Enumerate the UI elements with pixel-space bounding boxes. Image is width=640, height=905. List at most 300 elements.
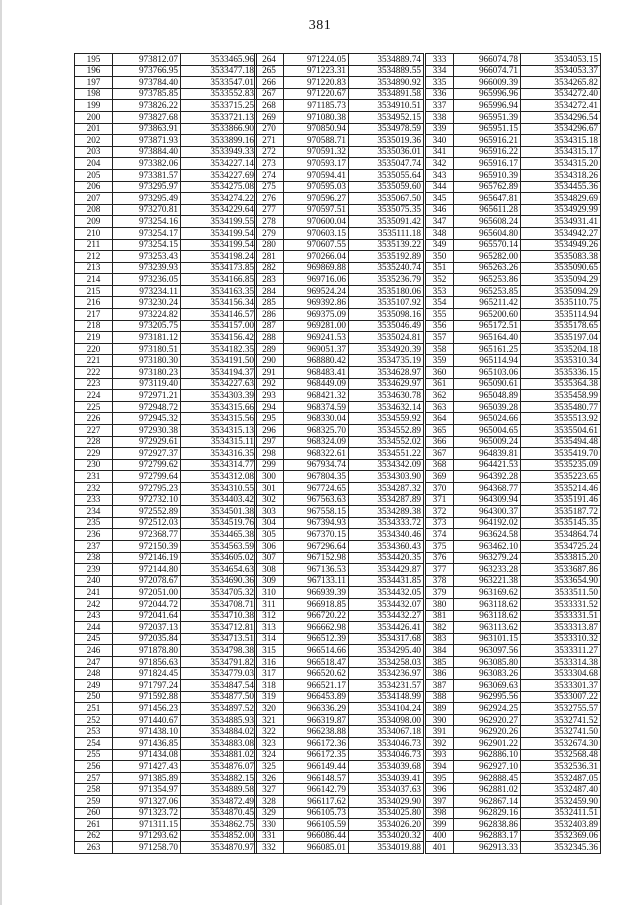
table-row <box>75 227 257 239</box>
x-coordinate-cell: 973871.93 <box>113 135 181 147</box>
table-row <box>255 703 424 715</box>
x-coordinate-cell: 973181.12 <box>113 332 181 344</box>
point-number-cell: 396 <box>426 784 454 796</box>
point-number-cell: 384 <box>426 645 454 657</box>
y-coordinate-cell: 3534872.49 <box>181 796 257 808</box>
x-coordinate-cell: 965009.24 <box>454 436 521 448</box>
table-row <box>75 343 257 355</box>
table-row <box>255 378 424 390</box>
x-coordinate-cell: 966520.62 <box>284 668 349 680</box>
x-coordinate-cell: 973253.43 <box>113 251 181 263</box>
y-coordinate-cell: 3535240.74 <box>349 262 424 274</box>
y-coordinate-cell: 3534146.57 <box>181 309 257 321</box>
point-number-cell: 233 <box>75 494 113 506</box>
y-coordinate-cell: 3534889.74 <box>349 54 424 66</box>
y-coordinate-cell: 3534310.55 <box>181 482 257 494</box>
x-coordinate-cell: 973863.91 <box>113 123 181 135</box>
y-coordinate-cell: 3535458.99 <box>521 390 601 402</box>
point-number-cell: 235 <box>75 517 113 529</box>
x-coordinate-cell: 962886.10 <box>454 749 521 761</box>
point-number-cell: 389 <box>426 703 454 715</box>
x-coordinate-cell: 968325.70 <box>284 425 349 437</box>
y-coordinate-cell: 3534025.80 <box>349 807 424 819</box>
table-row <box>75 738 257 750</box>
point-number-cell: 249 <box>75 680 113 692</box>
y-coordinate-cell: 3534274.22 <box>181 193 257 205</box>
table-row <box>426 448 601 460</box>
table-row <box>255 216 424 228</box>
x-coordinate-cell: 965200.60 <box>454 309 521 321</box>
y-coordinate-cell: 3534929.99 <box>521 204 601 216</box>
table-row <box>426 668 601 680</box>
point-number-cell: 306 <box>255 540 284 552</box>
point-number-cell: 325 <box>255 761 284 773</box>
x-coordinate-cell: 963221.38 <box>454 575 521 587</box>
y-coordinate-cell: 3534157.00 <box>181 320 257 332</box>
x-coordinate-cell: 966521.17 <box>284 680 349 692</box>
table-row <box>255 645 424 657</box>
point-number-cell: 393 <box>426 749 454 761</box>
point-number-cell: 197 <box>75 77 113 89</box>
x-coordinate-cell: 972732.10 <box>113 494 181 506</box>
y-coordinate-cell: 3534312.08 <box>181 471 257 483</box>
x-coordinate-cell: 971438.10 <box>113 726 181 738</box>
y-coordinate-cell: 3532403.89 <box>521 819 601 831</box>
table-row <box>426 111 601 123</box>
y-coordinate-cell: 3535019.36 <box>349 135 424 147</box>
x-coordinate-cell: 970595.03 <box>284 181 349 193</box>
table-row <box>426 691 601 703</box>
x-coordinate-cell: 972795.23 <box>113 482 181 494</box>
x-coordinate-cell: 965996.96 <box>454 88 521 100</box>
point-number-cell: 205 <box>75 169 113 181</box>
point-number-cell: 225 <box>75 401 113 413</box>
x-coordinate-cell: 972146.19 <box>113 552 181 564</box>
x-coordinate-cell: 972930.38 <box>113 425 181 437</box>
x-coordinate-cell: 971592.88 <box>113 691 181 703</box>
y-coordinate-cell: 3534884.02 <box>181 726 257 738</box>
point-number-cell: 288 <box>255 332 284 344</box>
table-row <box>75 575 257 587</box>
y-coordinate-cell: 3534881.02 <box>181 749 257 761</box>
table-row <box>75 703 257 715</box>
table-row <box>426 459 601 471</box>
table-row <box>426 193 601 205</box>
table-row <box>426 123 601 135</box>
point-number-cell: 321 <box>255 714 284 726</box>
point-number-cell: 263 <box>75 842 113 854</box>
x-coordinate-cell: 973224.82 <box>113 309 181 321</box>
y-coordinate-cell: 3534039.68 <box>349 761 424 773</box>
x-coordinate-cell: 964421.53 <box>454 459 521 471</box>
x-coordinate-cell: 973119.40 <box>113 378 181 390</box>
x-coordinate-cell: 962829.16 <box>454 807 521 819</box>
table-row <box>255 691 424 703</box>
point-number-cell: 267 <box>255 88 284 100</box>
point-number-cell: 320 <box>255 703 284 715</box>
y-coordinate-cell: 3534227.69 <box>181 169 257 181</box>
y-coordinate-cell: 3534563.59 <box>181 540 257 552</box>
table-row <box>75 285 257 297</box>
y-coordinate-cell: 3534552.89 <box>349 425 424 437</box>
y-coordinate-cell: 3533815.20 <box>521 552 601 564</box>
table-row <box>75 297 257 309</box>
point-number-cell: 301 <box>255 482 284 494</box>
table-row <box>426 749 601 761</box>
table-row <box>426 146 601 158</box>
y-coordinate-cell: 3534037.63 <box>349 784 424 796</box>
table-row <box>75 830 257 842</box>
point-number-cell: 310 <box>255 587 284 599</box>
x-coordinate-cell: 966172.36 <box>284 738 349 750</box>
point-number-cell: 309 <box>255 575 284 587</box>
y-coordinate-cell: 3535310.34 <box>521 355 601 367</box>
y-coordinate-cell: 3534046.73 <box>349 738 424 750</box>
point-number-cell: 370 <box>426 482 454 494</box>
table-row <box>426 77 601 89</box>
point-number-cell: 334 <box>426 65 454 77</box>
x-coordinate-cell: 962881.02 <box>454 784 521 796</box>
table-row <box>75 482 257 494</box>
y-coordinate-cell: 3534316.35 <box>181 448 257 460</box>
x-coordinate-cell: 965164.40 <box>454 332 521 344</box>
point-number-cell: 371 <box>426 494 454 506</box>
table-row <box>255 459 424 471</box>
table-row <box>426 587 601 599</box>
point-number-cell: 377 <box>426 564 454 576</box>
table-row <box>255 65 424 77</box>
y-coordinate-cell: 3534019.88 <box>349 842 424 854</box>
y-coordinate-cell: 3534882.15 <box>181 772 257 784</box>
x-coordinate-cell: 966105.73 <box>284 807 349 819</box>
y-coordinate-cell: 3534559.92 <box>349 413 424 425</box>
x-coordinate-cell: 971434.08 <box>113 749 181 761</box>
x-coordinate-cell: 962888.45 <box>454 772 521 784</box>
y-coordinate-cell: 3534712.81 <box>181 622 257 634</box>
table-row <box>426 425 601 437</box>
x-coordinate-cell: 970591.32 <box>284 146 349 158</box>
table-row <box>75 529 257 541</box>
x-coordinate-cell: 970594.41 <box>284 169 349 181</box>
x-coordinate-cell: 966514.66 <box>284 645 349 657</box>
y-coordinate-cell: 3535180.06 <box>349 285 424 297</box>
point-number-cell: 244 <box>75 622 113 634</box>
y-coordinate-cell: 3534026.20 <box>349 819 424 831</box>
table-row <box>426 714 601 726</box>
point-number-cell: 358 <box>426 343 454 355</box>
x-coordinate-cell: 971223.31 <box>284 65 349 77</box>
point-number-cell: 359 <box>426 355 454 367</box>
table-row <box>255 726 424 738</box>
table-row <box>75 842 257 854</box>
y-coordinate-cell: 3534236.97 <box>349 668 424 680</box>
table-row <box>75 123 257 135</box>
x-coordinate-cell: 971080.38 <box>284 111 349 123</box>
table-row <box>255 807 424 819</box>
point-number-cell: 240 <box>75 575 113 587</box>
point-number-cell: 327 <box>255 784 284 796</box>
x-coordinate-cell: 971856.63 <box>113 656 181 668</box>
y-coordinate-cell: 3535178.65 <box>521 320 601 332</box>
table-row <box>255 320 424 332</box>
y-coordinate-cell: 3534725.24 <box>521 540 601 552</box>
point-number-cell: 350 <box>426 251 454 263</box>
point-number-cell: 216 <box>75 297 113 309</box>
point-number-cell: 338 <box>426 111 454 123</box>
y-coordinate-cell: 3534654.63 <box>181 564 257 576</box>
point-number-cell: 208 <box>75 204 113 216</box>
x-coordinate-cell: 963069.63 <box>454 680 521 692</box>
y-coordinate-cell: 3534053.37 <box>521 65 601 77</box>
table-row <box>255 390 424 402</box>
point-number-cell: 298 <box>255 448 284 460</box>
point-number-cell: 217 <box>75 309 113 321</box>
table-row <box>75 390 257 402</box>
table-row <box>75 587 257 599</box>
x-coordinate-cell: 973295.49 <box>113 193 181 205</box>
table-row <box>426 506 601 518</box>
point-number-cell: 265 <box>255 65 284 77</box>
point-number-cell: 319 <box>255 691 284 703</box>
y-coordinate-cell: 3535504.61 <box>521 425 601 437</box>
table-row <box>426 100 601 112</box>
y-coordinate-cell: 3534864.74 <box>521 529 601 541</box>
x-coordinate-cell: 973884.40 <box>113 146 181 158</box>
y-coordinate-cell: 3534829.69 <box>521 193 601 205</box>
table-row <box>426 807 601 819</box>
x-coordinate-cell: 970596.27 <box>284 193 349 205</box>
table-row <box>255 796 424 808</box>
x-coordinate-cell: 972041.64 <box>113 610 181 622</box>
y-coordinate-cell: 3535197.04 <box>521 332 601 344</box>
table-row <box>255 738 424 750</box>
point-number-cell: 232 <box>75 482 113 494</box>
y-coordinate-cell: 3534429.87 <box>349 564 424 576</box>
point-number-cell: 343 <box>426 169 454 181</box>
table-row <box>75 320 257 332</box>
y-coordinate-cell: 3533465.96 <box>181 54 257 66</box>
x-coordinate-cell: 971427.43 <box>113 761 181 773</box>
table-row <box>75 169 257 181</box>
point-number-cell: 260 <box>75 807 113 819</box>
y-coordinate-cell: 3534098.00 <box>349 714 424 726</box>
table-row <box>75 251 257 263</box>
x-coordinate-cell: 963169.62 <box>454 587 521 599</box>
x-coordinate-cell: 966009.39 <box>454 77 521 89</box>
point-number-cell: 292 <box>255 378 284 390</box>
table-row <box>255 598 424 610</box>
y-coordinate-cell: 3534779.03 <box>181 668 257 680</box>
table-row <box>255 587 424 599</box>
table-row <box>426 378 601 390</box>
point-number-cell: 305 <box>255 529 284 541</box>
point-number-cell: 246 <box>75 645 113 657</box>
y-coordinate-cell: 3533715.25 <box>181 100 257 112</box>
point-number-cell: 357 <box>426 332 454 344</box>
point-number-cell: 274 <box>255 169 284 181</box>
point-number-cell: 332 <box>255 842 284 854</box>
y-coordinate-cell: 3534296.54 <box>521 111 601 123</box>
point-number-cell: 331 <box>255 830 284 842</box>
point-number-cell: 254 <box>75 738 113 750</box>
x-coordinate-cell: 966172.35 <box>284 749 349 761</box>
point-number-cell: 387 <box>426 680 454 692</box>
point-number-cell: 199 <box>75 100 113 112</box>
y-coordinate-cell: 3532536.31 <box>521 761 601 773</box>
y-coordinate-cell: 3534315.13 <box>181 425 257 437</box>
y-coordinate-cell: 3533314.38 <box>521 656 601 668</box>
point-number-cell: 266 <box>255 77 284 89</box>
y-coordinate-cell: 3534713.51 <box>181 633 257 645</box>
y-coordinate-cell: 3534889.55 <box>349 65 424 77</box>
point-number-cell: 315 <box>255 645 284 657</box>
x-coordinate-cell: 965090.61 <box>454 378 521 390</box>
y-coordinate-cell: 3534315.56 <box>181 413 257 425</box>
x-coordinate-cell: 966149.44 <box>284 761 349 773</box>
y-coordinate-cell: 3534890.92 <box>349 77 424 89</box>
table-row <box>75 216 257 228</box>
point-number-cell: 317 <box>255 668 284 680</box>
point-number-cell: 381 <box>426 610 454 622</box>
table-row <box>75 494 257 506</box>
point-number-cell: 316 <box>255 656 284 668</box>
table-row <box>75 204 257 216</box>
x-coordinate-cell: 962883.17 <box>454 830 521 842</box>
table-row <box>426 830 601 842</box>
table-row <box>426 413 601 425</box>
point-number-cell: 366 <box>426 436 454 448</box>
point-number-cell: 224 <box>75 390 113 402</box>
table-row <box>75 77 257 89</box>
x-coordinate-cell: 971323.72 <box>113 807 181 819</box>
y-coordinate-cell: 3534231.57 <box>349 680 424 692</box>
table-row <box>75 540 257 552</box>
x-coordinate-cell: 973826.22 <box>113 100 181 112</box>
x-coordinate-cell: 971440.67 <box>113 714 181 726</box>
point-number-cell: 273 <box>255 158 284 170</box>
y-coordinate-cell: 3533899.16 <box>181 135 257 147</box>
x-coordinate-cell: 966148.57 <box>284 772 349 784</box>
y-coordinate-cell: 3534163.35 <box>181 285 257 297</box>
table-row <box>426 169 601 181</box>
x-coordinate-cell: 973180.30 <box>113 355 181 367</box>
point-number-cell: 257 <box>75 772 113 784</box>
y-coordinate-cell: 3533304.68 <box>521 668 601 680</box>
y-coordinate-cell: 3533721.13 <box>181 111 257 123</box>
point-number-cell: 349 <box>426 239 454 251</box>
x-coordinate-cell: 962920.26 <box>454 726 521 738</box>
y-coordinate-cell: 3534317.68 <box>349 633 424 645</box>
y-coordinate-cell: 3534340.46 <box>349 529 424 541</box>
point-number-cell: 268 <box>255 100 284 112</box>
x-coordinate-cell: 964368.77 <box>454 482 521 494</box>
y-coordinate-cell: 3534465.38 <box>181 529 257 541</box>
y-coordinate-cell: 3534942.27 <box>521 227 601 239</box>
y-coordinate-cell: 3534199.54 <box>181 227 257 239</box>
y-coordinate-cell: 3534403.42 <box>181 494 257 506</box>
table-row <box>255 471 424 483</box>
point-number-cell: 250 <box>75 691 113 703</box>
point-number-cell: 242 <box>75 598 113 610</box>
point-number-cell: 398 <box>426 807 454 819</box>
y-coordinate-cell: 3535480.77 <box>521 401 601 413</box>
point-number-cell: 222 <box>75 367 113 379</box>
point-number-cell: 287 <box>255 320 284 332</box>
y-coordinate-cell: 3532568.48 <box>521 749 601 761</box>
y-coordinate-cell: 3534289.38 <box>349 506 424 518</box>
y-coordinate-cell: 3533654.90 <box>521 575 601 587</box>
table-row <box>426 772 601 784</box>
y-coordinate-cell: 3534897.52 <box>181 703 257 715</box>
point-number-cell: 308 <box>255 564 284 576</box>
coordinate-table-1 <box>74 53 257 854</box>
point-number-cell: 337 <box>426 100 454 112</box>
y-coordinate-cell: 3533331.52 <box>521 598 601 610</box>
y-coordinate-cell: 3534199.55 <box>181 216 257 228</box>
table-row <box>255 135 424 147</box>
x-coordinate-cell: 967133.11 <box>284 575 349 587</box>
y-coordinate-cell: 3534265.82 <box>521 77 601 89</box>
y-coordinate-cell: 3533547.01 <box>181 77 257 89</box>
x-coordinate-cell: 973254.17 <box>113 227 181 239</box>
x-coordinate-cell: 973270.81 <box>113 204 181 216</box>
y-coordinate-cell: 3534287.32 <box>349 482 424 494</box>
y-coordinate-cell: 3534426.41 <box>349 622 424 634</box>
point-number-cell: 380 <box>426 598 454 610</box>
x-coordinate-cell: 966117.62 <box>284 796 349 808</box>
point-number-cell: 206 <box>75 181 113 193</box>
point-number-cell: 285 <box>255 297 284 309</box>
point-number-cell: 214 <box>75 274 113 286</box>
point-number-cell: 210 <box>75 227 113 239</box>
x-coordinate-cell: 972150.39 <box>113 540 181 552</box>
table-row <box>426 262 601 274</box>
table-row <box>255 54 424 66</box>
x-coordinate-cell: 971354.97 <box>113 784 181 796</box>
table-row <box>75 425 257 437</box>
x-coordinate-cell: 965996.94 <box>454 100 521 112</box>
point-number-cell: 230 <box>75 459 113 471</box>
y-coordinate-cell: 3535107.92 <box>349 297 424 309</box>
table-row <box>426 401 601 413</box>
table-row <box>255 575 424 587</box>
x-coordinate-cell: 966105.59 <box>284 819 349 831</box>
point-number-cell: 379 <box>426 587 454 599</box>
x-coordinate-cell: 965951.15 <box>454 123 521 135</box>
table-row <box>255 830 424 842</box>
table-row <box>255 88 424 100</box>
table-row <box>75 772 257 784</box>
point-number-cell: 200 <box>75 111 113 123</box>
point-number-cell: 329 <box>255 807 284 819</box>
point-number-cell: 307 <box>255 552 284 564</box>
table-row <box>255 494 424 506</box>
table-row <box>75 680 257 692</box>
point-number-cell: 347 <box>426 216 454 228</box>
x-coordinate-cell: 972044.72 <box>113 598 181 610</box>
x-coordinate-cell: 965916.17 <box>454 158 521 170</box>
table-row <box>426 656 601 668</box>
table-row <box>75 401 257 413</box>
table-row <box>255 309 424 321</box>
point-number-cell: 279 <box>255 227 284 239</box>
x-coordinate-cell: 964300.37 <box>454 506 521 518</box>
y-coordinate-cell: 3534432.05 <box>349 587 424 599</box>
point-number-cell: 237 <box>75 540 113 552</box>
x-coordinate-cell: 967136.53 <box>284 564 349 576</box>
point-number-cell: 376 <box>426 552 454 564</box>
x-coordinate-cell: 969392.86 <box>284 297 349 309</box>
